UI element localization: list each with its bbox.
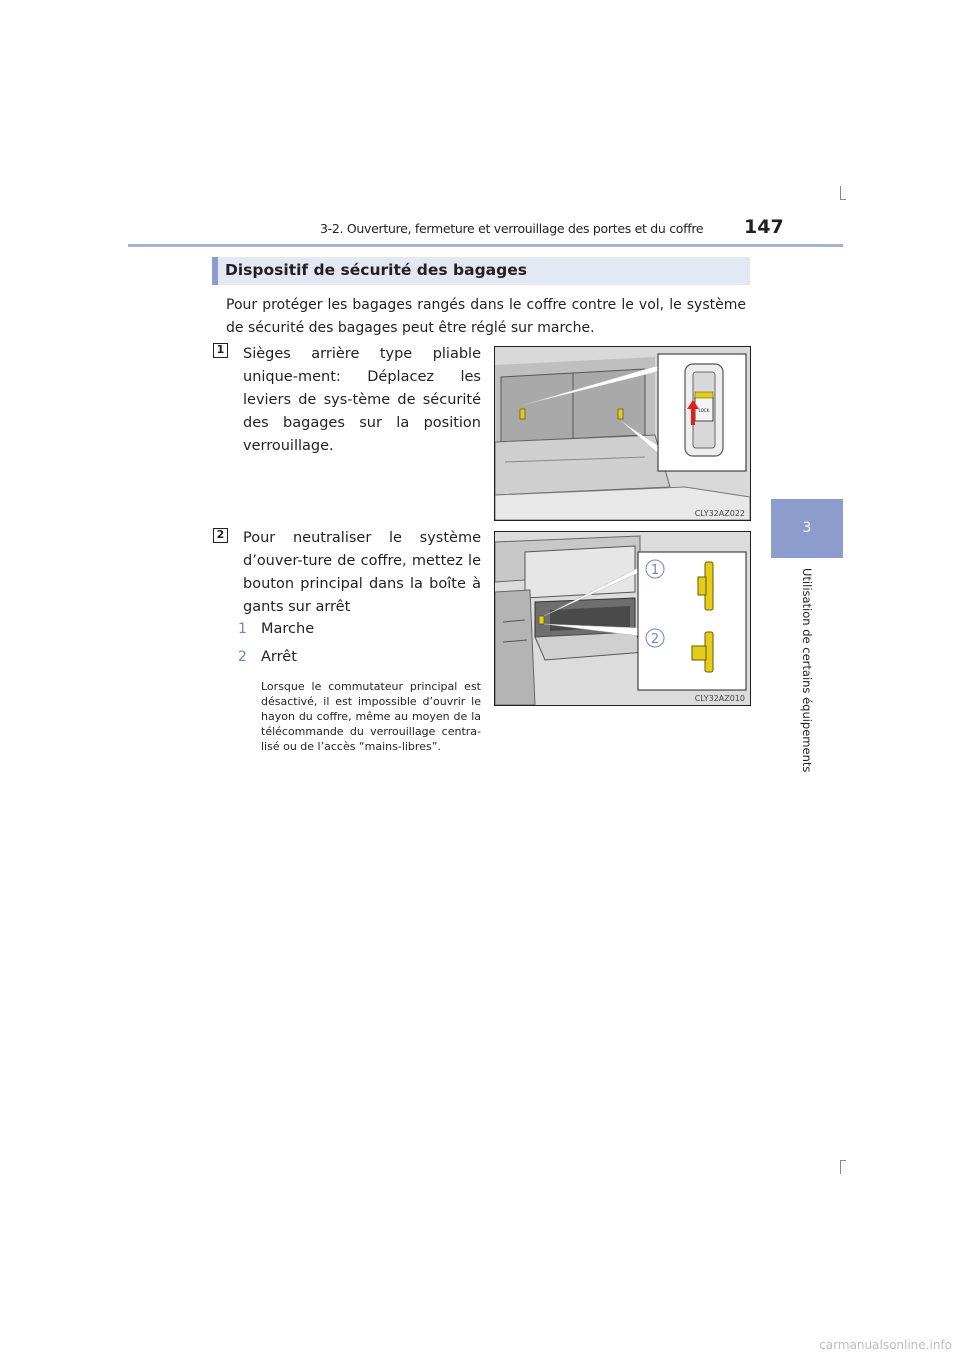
callout-2: 2 [650,632,660,647]
step-2-text: Pour neutraliser le système d’ouver-ture de coffre, mettez le bouton principal dans la boîte à gants sur arrêt [243,530,481,615]
step-2-note: Lorsque le commutateur principal est désactivé, il est impossible d’ouvrir le hayon du coffre, même au moyen de la télécommande du verrouillage centra-lisé ou de l’accès “mains-libres”. [261,680,481,753]
trunk-illustration [495,347,750,520]
item-number-2: 2 [238,649,247,665]
figure-code-2: CLY32AZ010 [694,694,745,703]
step-number-2: 2 [213,528,228,543]
chapter-side-label [771,560,843,780]
callout-1: 1 [650,563,660,578]
step-number-1: 1 [213,343,228,358]
step-1-text: Sièges arrière type pliable unique-ment: Déplacez les leviers de sys-tème de sécurité des bagages sur la position verrouillage. [243,346,481,454]
header-rule [128,244,843,247]
crop-mark-top [840,186,841,200]
section-intro: Pour protéger les bagages rangés dans le coffre contre le vol, le système de sécurité des bagages peut être réglé sur marche. [226,297,746,336]
crop-mark-bottom [840,1160,841,1174]
lever-right-icon [618,409,623,419]
lock-label: LOCK [698,408,710,413]
section-title: Dispositif de sécurité des bagages [225,261,527,279]
lever-left-icon [520,409,525,419]
trunk-figure [494,346,751,521]
footer-watermark: carmanualsonline.info [819,1338,952,1352]
glovebox-illustration [495,532,750,705]
item-label-arret: Arrêt [261,649,297,665]
page-number: 147 [744,216,784,238]
chapter-side-label-text: Utilisation de certains équipements [800,567,814,773]
glovebox-figure [494,531,751,706]
item-number-1: 1 [238,621,247,637]
figure-code-1: CLY32AZ022 [694,509,745,518]
item-label-marche: Marche [261,621,315,637]
chapter-tab[interactable]: 3 [771,499,843,558]
running-header-title: 3-2. Ouverture, fermeture et verrouillage des portes et du coffre [320,221,704,236]
main-switch-icon [539,616,544,624]
